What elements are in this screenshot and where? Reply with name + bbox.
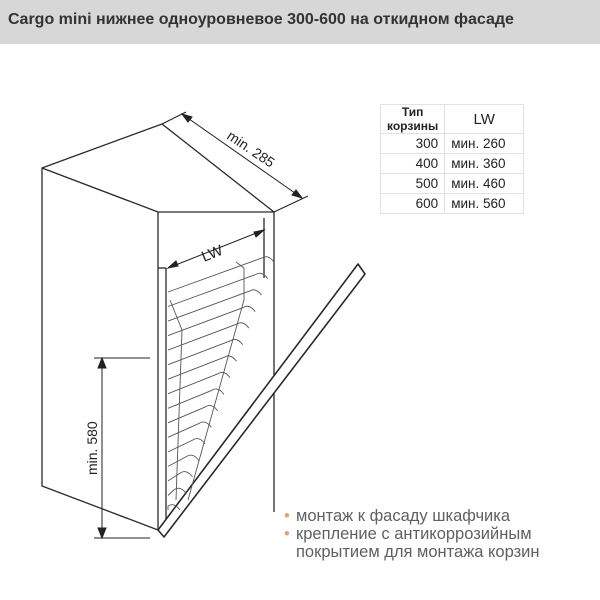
depth-label: min. 285 <box>224 127 278 171</box>
basket-spec-table <box>380 104 524 214</box>
table-cell-lw: мин. 260 <box>445 134 524 154</box>
table-header-type: Тип корзины <box>381 105 445 134</box>
cabinet-front-top-edge <box>42 168 158 212</box>
basket-wire <box>168 389 224 408</box>
note-text: крепление с антикоррозийным покрытием для монтажа корзин <box>296 525 540 561</box>
basket-wire <box>168 488 186 495</box>
height-label: min. 580 <box>84 421 100 475</box>
basket-wire <box>168 422 211 437</box>
note-text: монтаж к фасаду шкафчика <box>296 507 511 525</box>
table-header-row <box>381 105 524 134</box>
depth-dimension-line <box>182 114 302 198</box>
table-row <box>381 194 524 214</box>
bullet-icon: • <box>284 507 290 525</box>
basket-wire <box>168 306 255 335</box>
width-label: LW <box>199 241 226 266</box>
basket-wires <box>168 257 274 510</box>
table-cell-lw: мин. 560 <box>445 194 524 214</box>
feature-notes <box>284 507 594 561</box>
table-cell-type: 300 <box>381 134 445 154</box>
table-cell-type: 600 <box>381 194 445 214</box>
basket-wire <box>168 439 205 452</box>
basket-frame <box>170 300 182 500</box>
table-row <box>381 134 524 154</box>
table-cell-lw: мин. 460 <box>445 174 524 194</box>
list-item <box>284 525 594 561</box>
basket-wire <box>168 356 236 379</box>
table-cell-type: 400 <box>381 154 445 174</box>
basket-wire <box>168 290 262 321</box>
page-title: Cargo mini нижнее одноуровневое 300-600 на откидном фасаде <box>8 11 514 28</box>
table-cell-type: 500 <box>381 174 445 194</box>
basket-wire <box>168 472 193 481</box>
basket-wire <box>168 455 199 466</box>
table-header-lw: LW <box>445 105 524 134</box>
table-row <box>381 174 524 194</box>
table-row <box>381 154 524 174</box>
list-item <box>284 507 594 525</box>
bullet-icon: • <box>284 525 290 543</box>
table-cell-lw: мин. 360 <box>445 154 524 174</box>
